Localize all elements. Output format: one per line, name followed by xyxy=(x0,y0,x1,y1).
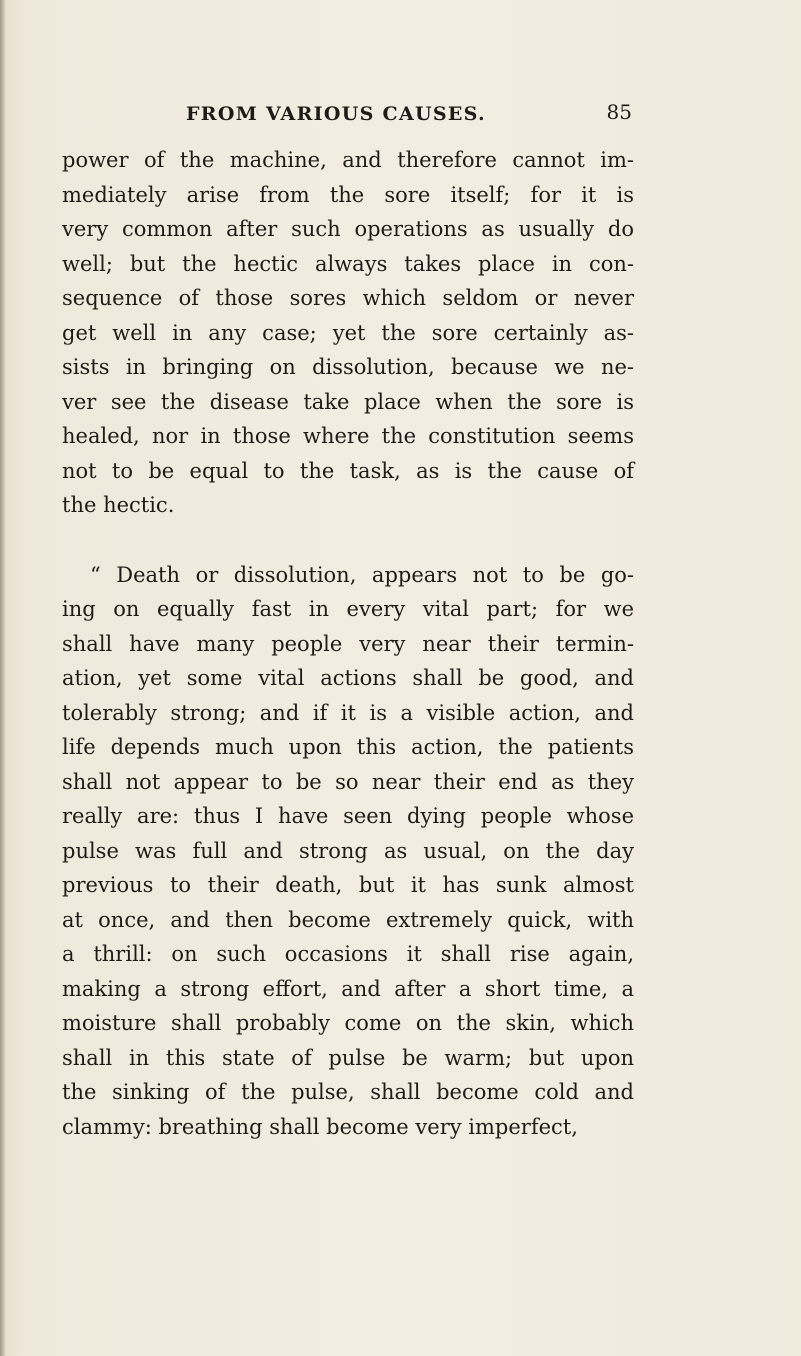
text-line: life depends much upon this action, the patients xyxy=(62,735,634,759)
text-line: really are: thus I have seen dying people whose xyxy=(62,804,634,828)
text-line: making a strong effort, and after a short time, a xyxy=(62,976,634,1001)
text-line: the hectic. xyxy=(62,493,175,517)
text-line: shall have many people very near their termin- xyxy=(62,631,634,656)
text-line: sists in bringing on dissolution, because we ne- xyxy=(62,355,634,379)
text-line: shall not appear to be so near their end as they xyxy=(62,769,634,794)
text-line: well; but the hectic always takes place in con- xyxy=(62,251,634,276)
text-line: moisture shall probably come on the skin, which xyxy=(62,1011,634,1035)
page-number: 85 xyxy=(606,100,632,124)
text-line: get well in any case; yet the sore certainly as- xyxy=(62,320,634,345)
paragraph xyxy=(62,558,634,1145)
page-gutter xyxy=(0,0,5,1356)
paragraph xyxy=(62,143,634,523)
text-line: previous to their death, but it has sunk almost xyxy=(62,873,634,897)
text-line: “ Death or dissolution, appears not to be go- xyxy=(90,562,634,587)
text-line: at once, and then become extremely quick, with xyxy=(62,907,634,932)
text-line: not to be equal to the task, as is the cause of xyxy=(62,458,634,483)
text-line: sequence of those sores which seldom or never xyxy=(62,286,634,310)
text-line: clammy: breathing shall become very imperfect, xyxy=(62,1114,578,1139)
page-header xyxy=(186,100,632,133)
text-line: power of the machine, and therefore cannot im- xyxy=(62,148,634,172)
paragraph-gap xyxy=(62,523,634,558)
text-line: healed, nor in those where the constitution seems xyxy=(62,424,634,448)
text-line: shall in this state of pulse be warm; but upon xyxy=(62,1045,634,1070)
text-line: a thrill: on such occasions it shall rise again, xyxy=(62,942,634,966)
text-line: the sinking of the pulse, shall become cold and xyxy=(62,1080,634,1104)
text-line: ver see the disease take place when the sore is xyxy=(62,389,634,414)
text-line: pulse was full and strong as usual, on the day xyxy=(62,838,634,863)
text-line: tolerably strong; and if it is a visible action, and xyxy=(62,700,634,725)
text-line: ing on equally fast in every vital part; for we xyxy=(62,597,634,621)
text-line: mediately arise from the sore itself; for it is xyxy=(62,182,634,207)
running-head: FROM VARIOUS CAUSES. xyxy=(186,103,486,125)
body-text xyxy=(62,143,634,1144)
text-line: ation, yet some vital actions shall be good, and xyxy=(62,666,634,690)
text-line: very common after such operations as usually do xyxy=(62,217,634,241)
